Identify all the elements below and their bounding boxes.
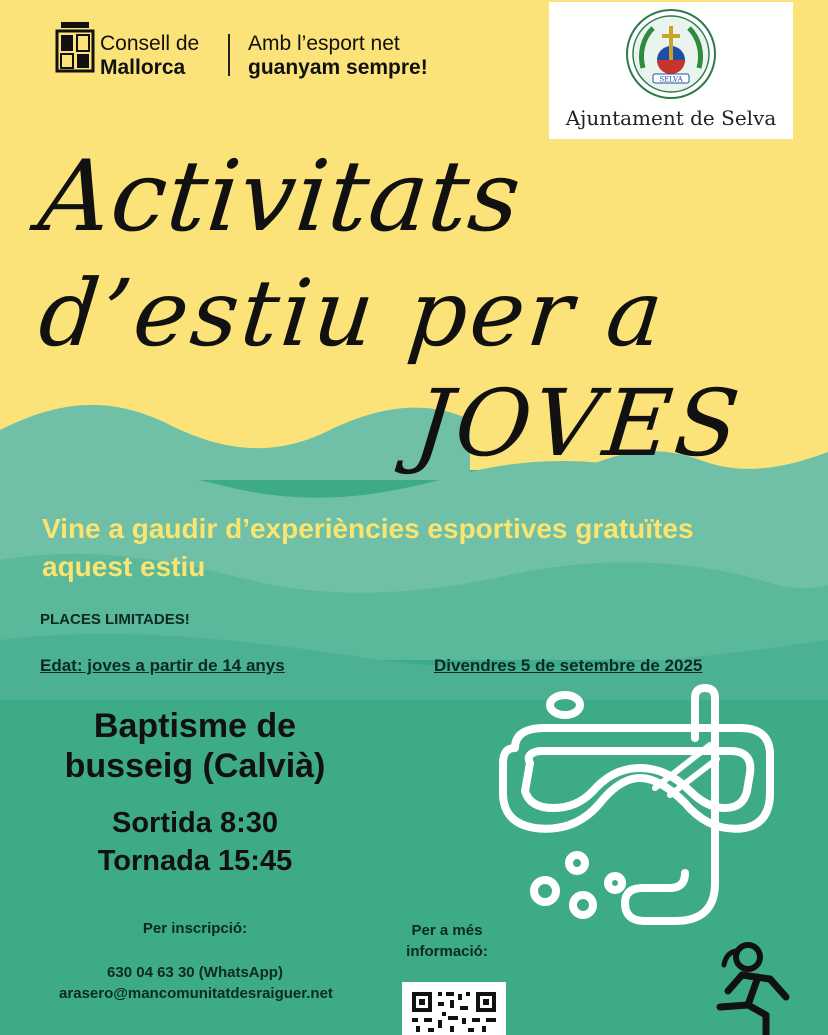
- qr-code[interactable]: [402, 982, 506, 1035]
- tagline: Vine a gaudir d’experiències esportives gratuïtes aquest estiu: [42, 513, 694, 582]
- consell-mallorca-logo: [55, 22, 95, 78]
- event-date: Divendres 5 de setembre de 2025: [434, 656, 703, 675]
- consell-mallorca-name: [100, 32, 199, 80]
- title-line2: d’estiu per a: [34, 260, 671, 367]
- motto-line2: guanyam sempre!: [248, 56, 428, 79]
- header-divider: [228, 34, 230, 76]
- runner-icon: [700, 935, 810, 1035]
- selva-logo-box: [549, 2, 793, 139]
- more-info-line1: Per a més: [411, 922, 483, 939]
- svg-text:SELVA: SELVA: [659, 75, 683, 84]
- signup-label: Per inscripció:: [142, 920, 248, 937]
- motto-line1: Amb l’esport net: [248, 32, 400, 55]
- places-limited: PLACES LIMITADES!: [40, 611, 190, 628]
- signup-email[interactable]: arasero@mancomunitatdesraiguer.net: [59, 985, 333, 1002]
- snorkel-mask-icon: [485, 683, 785, 933]
- activity-line1: Baptisme de: [93, 707, 297, 745]
- title-line3: JOVES: [409, 370, 748, 477]
- age-requirement: Edat: joves a partir de 14 anys: [40, 656, 285, 675]
- selva-logo-text: Ajuntament de Selva: [565, 106, 777, 130]
- activity-times: [30, 804, 360, 880]
- activity-title: [30, 706, 360, 786]
- more-info-line2: informació:: [406, 943, 488, 960]
- departure-time: Sortida 8:30: [112, 807, 278, 839]
- title-line1: Activitats: [34, 140, 527, 254]
- signup-phone[interactable]: 630 04 63 30 (WhatsApp): [107, 964, 283, 981]
- more-info-label: [392, 920, 502, 962]
- activity-line2: busseig (Calvià): [64, 747, 326, 785]
- consell-line1: Consell de: [100, 32, 200, 55]
- return-time: Tornada 15:45: [97, 845, 293, 877]
- motto: [248, 32, 428, 80]
- consell-line2: Mallorca: [100, 56, 186, 79]
- selva-seal-icon: [625, 8, 717, 100]
